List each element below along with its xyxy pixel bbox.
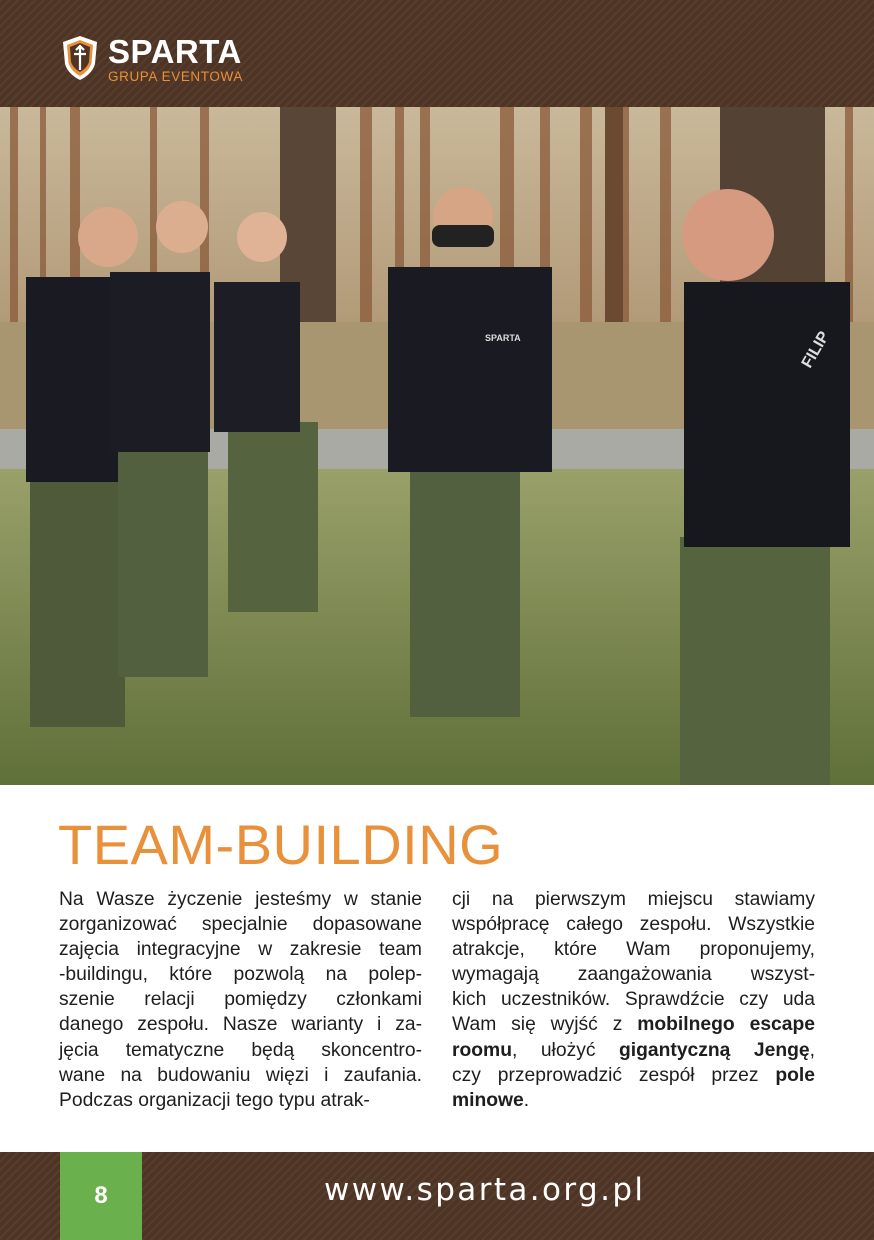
text-line: Podczas organizacji tego typu atrak- <box>59 1089 370 1111</box>
header-bar <box>0 0 874 107</box>
highlight-minefield-end: minowe <box>452 1089 524 1111</box>
text-line: zorganizować specjalnie dopasowane <box>59 914 422 936</box>
text-line: atrakcje, które Wam proponujemy, <box>452 939 815 961</box>
article-column-right <box>452 887 815 1113</box>
text-line: danego zespołu. Nasze warianty i za- <box>59 1014 422 1036</box>
brand-name: SPARTA <box>108 33 242 70</box>
text-line: -buildingu, które pozwolą na polep- <box>59 964 422 986</box>
text-line: szenie relacji pomiędzy członkami <box>59 989 422 1011</box>
shirt-print-right: FILIP <box>798 328 834 371</box>
text-run: , ułożyć <box>511 1039 619 1061</box>
text-line <box>452 1012 815 1037</box>
brand-subtitle: GRUPA EVENTOWA <box>108 69 243 84</box>
text-run: czy przeprowadzić zespół przez <box>452 1064 776 1086</box>
text-run: . <box>523 1089 530 1111</box>
article-column-left <box>59 887 422 1113</box>
text-line: kich uczestników. Sprawdźcie czy uda <box>452 989 815 1011</box>
text-line <box>452 1038 815 1063</box>
highlight-jenga: gigantyczną Jengę <box>618 1039 810 1061</box>
text-line: Na Wasze życzenie jesteśmy w stanie <box>59 889 422 910</box>
team-building-photo <box>0 107 874 785</box>
shield-logo-icon <box>60 34 100 82</box>
text-line <box>452 1063 815 1088</box>
text-line: wane na budowaniu więzi i zaufania. <box>59 1064 422 1086</box>
highlight-minefield: pole <box>775 1064 815 1086</box>
sparta-logo[interactable] <box>60 34 243 86</box>
text-run: Wam się wyjść z <box>452 1014 638 1036</box>
footer-bar <box>0 1152 874 1240</box>
text-line: wymagają zaangażowania wszyst- <box>452 964 815 986</box>
highlight-escape-room-end: roomu <box>452 1039 512 1061</box>
article-title: TEAM-BUILDING <box>58 813 504 876</box>
text-line: jęcia tematyczne będą skoncentro- <box>59 1039 422 1061</box>
highlight-escape-room: mobilnego escape <box>637 1014 815 1036</box>
website-link[interactable]: www.sparta.org.pl <box>324 1172 646 1208</box>
text-line: współpracę całego zespołu. Wszystkie <box>452 914 815 936</box>
text-run: , <box>809 1039 815 1061</box>
text-line: zajęcia integracyjne w zakresie team <box>59 939 422 961</box>
shirt-print-center: SPARTA <box>485 333 521 343</box>
page-number: 8 <box>60 1152 142 1240</box>
text-line: cji na pierwszym miejscu stawiamy <box>452 889 815 910</box>
text-line <box>452 1088 815 1113</box>
